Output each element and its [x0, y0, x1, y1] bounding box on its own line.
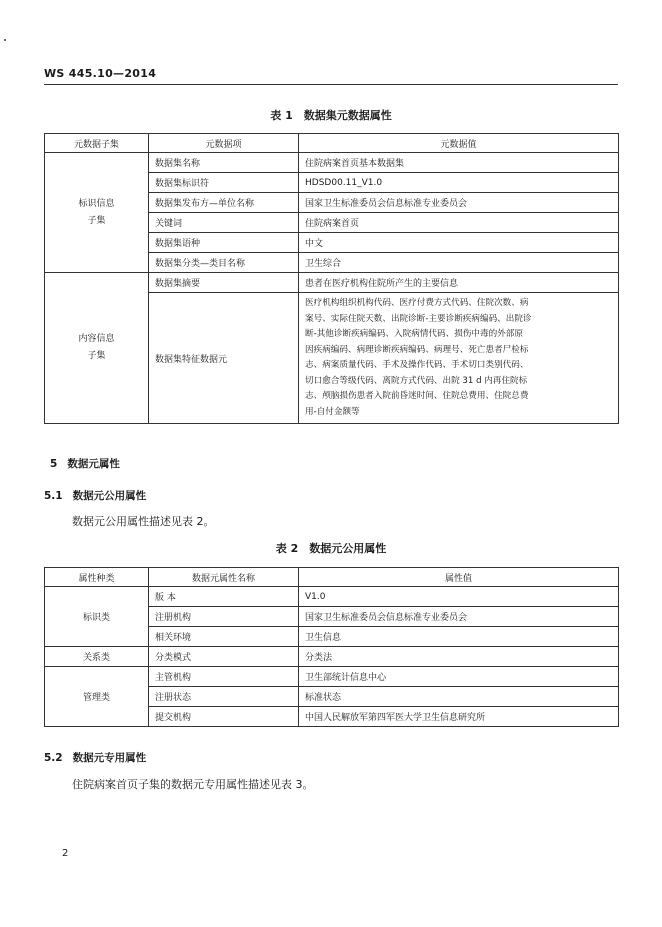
section-5-1-text: 数据元公用属性描述见表 2。: [72, 515, 215, 528]
item-cell: 注册机构: [149, 607, 299, 627]
item-cell: 主管机构: [149, 667, 299, 687]
item-cell: 关键词: [149, 213, 299, 233]
standard-code: WS 445.10—2014: [44, 67, 157, 80]
value-cell: 标准状态: [299, 687, 619, 707]
page-number: 2: [62, 848, 69, 859]
feature-elements-cell: [299, 293, 619, 424]
group-label: 管理类: [45, 667, 149, 727]
table1-header-row: [45, 134, 619, 153]
table1-col-header: 元数据子集: [45, 134, 149, 153]
item-cell: 版 本: [149, 587, 299, 607]
header-rule: [44, 84, 618, 85]
feature-line: 医疗机构组织机构代码、医疗付费方式代码、住院次数、病: [305, 298, 529, 308]
scan-mark: [4, 39, 6, 41]
section-5-1-heading: 5.1 数据元公用属性: [44, 490, 147, 502]
value-cell: 患者在医疗机构住院所产生的主要信息: [299, 273, 619, 293]
value-cell: 中文: [299, 233, 619, 253]
item-cell: 数据集发布方—单位名称: [149, 193, 299, 213]
section-5-2-text: 住院病案首页子集的数据元专用属性描述见表 3。: [72, 778, 314, 791]
value-cell: 卫生综合: [299, 253, 619, 273]
table2: [44, 567, 619, 727]
feature-line: 志、颅脑损伤患者入院前昏迷时间、住院总费用、住院总费: [305, 391, 529, 401]
table-row: [45, 587, 619, 607]
item-cell: 相关环境: [149, 627, 299, 647]
table1-col-header: 元数据值: [299, 134, 619, 153]
table1-caption: 表 1 数据集元数据属性: [270, 109, 392, 122]
table2-col-header: 属性种类: [45, 568, 149, 587]
feature-line: 用-自付金额等: [305, 406, 360, 417]
feature-line: 因疾病编码、病理诊断疾病编码、病理号、死亡患者尸检标: [305, 344, 529, 355]
section-5-heading: 5 数据元属性: [50, 458, 120, 470]
table-row: [45, 273, 619, 293]
item-cell: 数据集标识符: [149, 173, 299, 193]
item-cell: 分类模式: [149, 647, 299, 667]
value-cell: 国家卫生标准委员会信息标准专业委员会: [299, 607, 619, 627]
item-cell: 数据集语种: [149, 233, 299, 253]
value-cell: V1.0: [299, 587, 619, 607]
item-cell: 提交机构: [149, 707, 299, 727]
value-cell: 中国人民解放军第四军医大学卫生信息研究所: [299, 707, 619, 727]
value-cell: 卫生信息: [299, 627, 619, 647]
feature-line: 案号、实际住院天数、出院诊断-主要诊断疾病编码、出院诊: [305, 313, 532, 324]
value-cell: 住院病案首页基本数据集: [299, 153, 619, 173]
feature-line: 断-其他诊断疾病编码、入院病情代码、损伤中毒的外部原: [305, 329, 523, 339]
table2-col-header: 数据元属性名称: [149, 568, 299, 587]
group-label: 标识类: [45, 587, 149, 647]
group-label: 内容信息 子集: [45, 273, 149, 424]
item-cell: 注册状态: [149, 687, 299, 707]
value-cell: 卫生部统计信息中心: [299, 667, 619, 687]
value-cell: 国家卫生标准委员会信息标准专业委员会: [299, 193, 619, 213]
feature-line: 切口愈合等级代码、离院方式代码、出院 31 d 内再住院标: [305, 375, 528, 386]
table1: [44, 133, 619, 424]
table1-col-header: 元数据项: [149, 134, 299, 153]
item-cell: 数据集名称: [149, 153, 299, 173]
item-cell: 数据集特征数据元: [149, 293, 299, 424]
item-cell: 数据集分类—类目名称: [149, 253, 299, 273]
section-5-2-heading: 5.2 数据元专用属性: [44, 752, 147, 764]
group-label: 关系类: [45, 647, 149, 667]
group-label: 标识信息 子集: [45, 153, 149, 273]
table2-header-row: [45, 568, 619, 587]
table-row: [45, 667, 619, 687]
value-cell: 分类法: [299, 647, 619, 667]
value-cell: HDSD00.11_V1.0: [299, 173, 619, 193]
item-cell: 数据集摘要: [149, 273, 299, 293]
table2-caption: 表 2 数据元公用属性: [275, 542, 387, 555]
feature-line: 志、病案质量代码、手术及操作代码、手术切口类别代码、: [305, 360, 529, 370]
table-row: [45, 647, 619, 667]
table-row: [45, 153, 619, 173]
value-cell: 住院病案首页: [299, 213, 619, 233]
table2-col-header: 属性值: [299, 568, 619, 587]
